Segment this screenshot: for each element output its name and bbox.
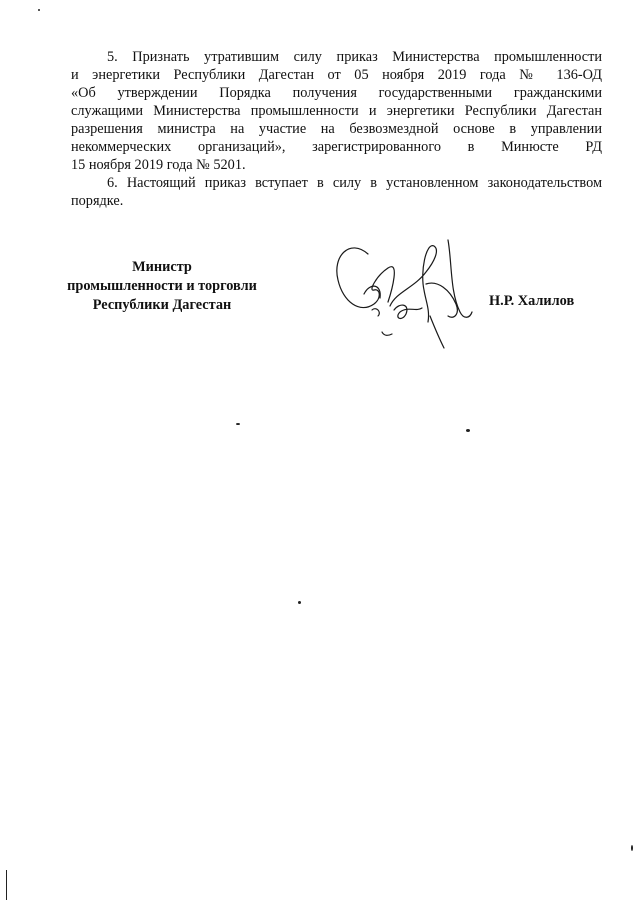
scan-speck (38, 9, 40, 11)
para5-line-7: 15 ноября 2019 года № 5201. (71, 157, 246, 173)
para5-line-1: 5. Признать утратившим силу приказ Министерства промышленности (107, 49, 602, 65)
para5-line-2: и энергетики Республики Дагестан от 05 ноября 2019 года № 136-ОД (71, 67, 602, 83)
signatory-position-line-2: промышленности и торговли (67, 278, 257, 294)
para5-line-4: служащими Министерства промышленности и энергетики Республики Дагестан (71, 103, 602, 119)
handwritten-signature (330, 232, 475, 352)
signatory-position-line-3: Республики Дагестан (92, 297, 232, 313)
scan-speck (298, 601, 301, 604)
signatory-position (56, 258, 268, 315)
signatory-name: Н.Р. Халилов (489, 293, 575, 309)
para6-line-1: 6. Настоящий приказ вступает в силу в установленном законодательством (107, 175, 602, 191)
scan-speck (236, 423, 240, 425)
scan-edge-mark (6, 870, 7, 900)
para6-line-2: порядке. (71, 193, 124, 209)
signatory-position-line-1: Министр (132, 259, 192, 275)
para5-line-6: некоммерческих организаций», зарегистрированного в Минюсте РД (71, 139, 602, 155)
para5-line-5: разрешения министра на участие на безвозмездной основе в управлении (71, 121, 602, 137)
para5-line-3: «Об утверждении Порядка получения государственными гражданскими (71, 85, 602, 101)
scan-speck (466, 429, 470, 432)
scan-speck (631, 845, 633, 851)
